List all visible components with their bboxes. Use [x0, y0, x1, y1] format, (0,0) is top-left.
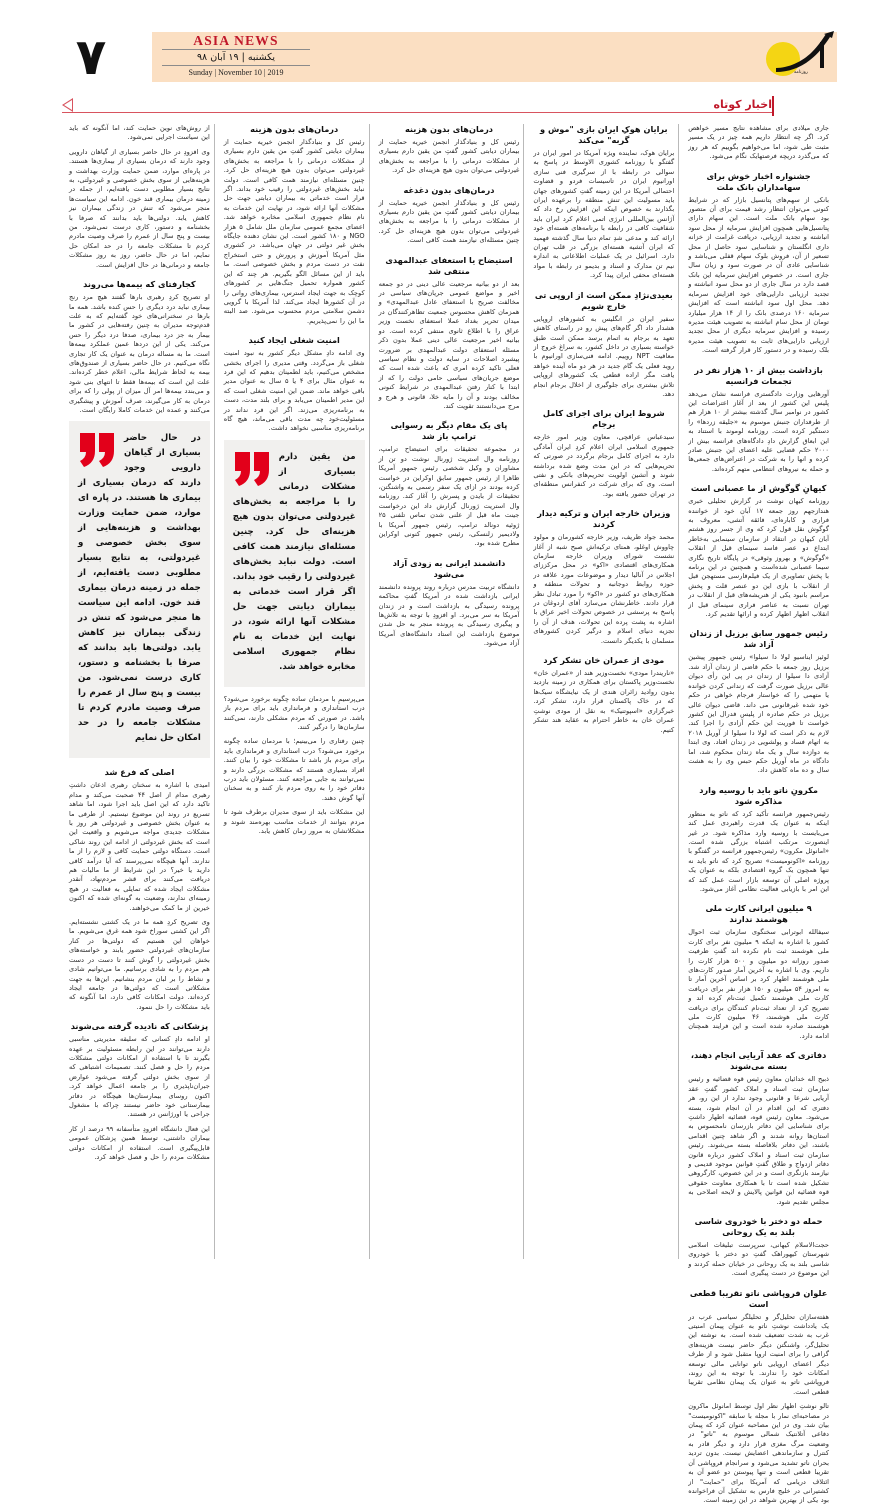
article-headline[interactable]: بازداشت بیش از ۱۰ هزار نفر در تجمعات فرانسیه	[694, 364, 823, 386]
pullquote-text: من یقین دارم بسیاری از مشکلات درمانی را با مراجعه به بخش‌های غیردولتی می‌توان بدون هیچ هزینه‌ای حل کرد. چنین مسئله‌ای نیازمند همت کافی است. دولت نباید بخش‌های غیردولتی را رقیب خود بداند. اگر قرار است خدماتی به بیماران دیابتی جهت حل مشکلات آنها ارائه شود، در نهایت این خدمات به نام نظام جمهوری اسلامی مخابره خواهد شد.	[232, 451, 356, 672]
article-paragraph: چنین رفتاری را می‌بینیم؛ با مردمان ساده چگونه برخورد می‌شود؟ درب استانداری و فرمانداری باید برای مردم باز باشد تا مشکلات خود را بیان کنند. افراد بسیاری هستند که مشکلات بزرگی دارند و نمی‌توانند به جایی مراجعه کنند. مسئولان باید درب دفاتر خود را به روی مردم باز کنند و به سخنان آنها گوش دهند.	[223, 737, 365, 802]
article-paragraph: سفیر ایران در انگلیس به کشورهای اروپایی هشدار داد اگر گام‌های پیش رو در راستای کاهش تعهد به برجام به اتمام برسد ممکن است طبق خواسته بسیاری در داخل کشور، به سراغ خروج از معافیت NPT روییم. ادامه فنی‌سازی اورانیوم با روید فعلی یک گام جدید در هر دو ماه آینده خواهد یافت مگر اراده قطعی یک کشورهای اروپایی تلاش بیشتری برای جلوگیری از اخلال برجام انجام دهد.	[533, 314, 675, 398]
article-paragraph: برایان هوک، نماینده ویژه آمریکا در امور ایران در گفتگو با روزنامه کشوری الاوسط در پاسخ به سوالی در رابطه با از سرگیری فنی سازی اورانیوم ایران در تاسیسات فردو و قضاوت احتمالی آمریکا در این زمینه گفتِ کشورهای جهان باید مسولیت این تنش منطقه را برعهده ایران بگذارند به خصوص اینکه این افزایش رخ داد که آژانس بین‌المللی انرژی اتمی اعلام کرد ایران باید شفافیت کافی در رابطه با برنامه‌های هسته‌ای خود ارائه کند و مدعی شدِ تمام دنیا سال گذشته فهمید که ایران آتشیه هسته‌ای بزرگی در قلب تهران دارد. اسرائیل در یک عملیات اطلاعاتی به اندازه نیم تن مدارک و اسناد و بدیمو در رابطه با مواد هسته‌ای محفی ایران پیدا کرد.	[533, 149, 675, 280]
article-column	[62, 124, 217, 1259]
persian-date: یکشنبه | ۱۹ آبان ۹۸	[162, 50, 310, 66]
article-column	[217, 124, 372, 1259]
article-headline[interactable]: برایان هوکِ ایران بازی "موش و گربه" می‌کند	[540, 124, 668, 145]
article-headline[interactable]: وزیران خارجه ایران و ترکیه دیدار کردند	[537, 508, 671, 530]
article-headline[interactable]: حمله دو دختر با خودروی شاسی بلند به یک روحانی	[694, 1215, 823, 1237]
article-paragraph: او تصریح کردِ رهبری بارها گفتند هیچ مرد رنج بیماری نباید درد دیگری را حس کنده باشد. همه ما بارها در سخنرانی‌های خود گفته‌ایم که به علت قدم‌توجه مدیران به چنین رفته‌هایی در کشور ما بیمار به جز درد بیماری، صدفا درد دیگر را حس می‌کند. یکی از این دردها عمین عملکرد بیمه‌ها است. ما به مساله درمان به عنوان یک کار تجاری نگاه می‌کنیم. در حال حاضر بسیاری از صندوق‌های بیمه به لحاظ شرایط مالی، اعلام خطر کرده‌اند. علت این است که بیمه‌ها فقط تا انتهای بنی شود و می‌بندد بیمه‌ها امر آل میزان از پولی را که برای درمان به کار می‌گیرند، صرف آموزش و پیشگیری می‌کنند و عمده این خدمات کاملا رایگان است.	[69, 293, 210, 414]
asia-logo	[764, 28, 846, 88]
article-paragraph: هفته‌سازان تحلیل‌گر و تحلیلگر سیاسی عرب در یک یادداشت نوشتِ ناتو به عنوان پیمان امنیتی غرب به شدت تضعیف شده است. به نوشته این تحلیل‌گر، واشنگتن دیگر حاضر نیست هزینه‌های گزافی را برای امنیت اروپا متقبل شود و از طرف دیگر اعضای اروپایی ناتو توانایی مالی توسعه امکانات خود را ندارند. با توجه به این روند، فروپاشی ناتو به عنوان یک پیمان نظامی تقریبا قطعی است.	[688, 1312, 829, 1396]
logo-wordmark-icon	[764, 28, 846, 88]
article-column	[372, 124, 527, 1259]
article-paragraph: رئیس‌جمهور فرانسه تأکید کرد که ناتو به منظور اینکه به عنوان یک قدرت راهبردی عمل کند می‌بایست با روسیه وارد مذاکره شود. در غیر اینصورت مرتکب اشتباه بزرگی شده است. «امانوئل مکرون» رئیس‌جمهور فرانسه در گفتگو با روزنامه «اکونومیست» تصریح کرد که ناتو باید نه تنها همچون یک گروه اقتصادی بلکه به عنوان یک پروژه اصلی آن توسعه بازار است عمل کند که این امر با بازیابی فعالیت نظامی آغاز می‌شود.	[688, 809, 829, 893]
article-headline[interactable]: شروط ایران برای اجرای کامل برجام	[542, 408, 665, 430]
section-bar	[62, 96, 836, 118]
article-paragraph: وی ادامه دادِ مشکل دیگر کشور به نبود امنیت شغلی باز می‌گردد. وقتی مدیری را اجرای بخشی مشخص می‌کنیم، باید لطمینان بدهیم که این فرد به عنوان مثال برای ۴ یا ۵ سال به عنوان مدیر باقی خواهد ماند. ضمن این امنیت شغلی است که این مدیر اطمینان می‌یابد و برای بلند مدت، دست به برنامه‌ریزی می‌زند. اگر این فرد نداند در مسئولیت‌خود چه مدت باقی می‌ماند، هیچ گاه برنامه‌ریزی مناسبی نخواهد داشت.	[223, 349, 365, 433]
article-headline[interactable]: مودی از عمران خان تشکر کرد	[543, 655, 665, 666]
article-paragraph: رئیس کل و بنیادگذار انجمن خیریه حمایت از بیماران دیابتی کشور گفتِ من یقین دارم بسیاری از مشکلات درمانی را با مراجعه به بخش‌های غیردولتی می‌توان بدون هیچ هزینه‌ای حل کرد. چنین مسئله‌ای نیازمند همت کافی است. دولت نباید بخش‌های غیردولتی را رقیب خود بداند. اگر قرار است خدماتی به بیماران دیابتی جهت حل مشکلات آنها ارائه شود، در نهایت این خدمات به نام نظام جمهوری اسلامی مخابره خواهد شد. اعضای مجمع عمومی سازمان ملل شامل ۵ هزار NGO و ۱۸۰ کشور است. این نشان دهنده جایگاه بخش غیر دولتی در جهان می‌باشد. در کشوری مثل آمریکا آموزش و پرورش و حتی استخراج نفت در دست مردم و بخش خصوصی است. ما باید از این مسائل الگو بگیریم. هر چند که این کشور همواره تحمیل جنگ‌هایی بر کشورهای کوچک به جهت ایجاد استرس، بیماری‌های روانی را در آن کشورها ایجاد می‌کند. لذا آمریکا با گرویی دشمن سلامتی مردم محسوب می‌شود. صد البته ما این را نمی‌پذیریم.	[223, 138, 365, 325]
article-headline[interactable]: درمان‌های بدون هزینه	[250, 124, 339, 134]
article-headline[interactable]: دانشمند ایرانی به زودی آزاد می‌شود	[392, 557, 506, 579]
article-headline[interactable]: پزشکانی که نادیده گرفته می‌شوند	[70, 1021, 209, 1032]
article-paragraph: دانشگاه تربیت مدرس درباره روند پرونده دانشمند ایرانی بازداشت شده در آمریکا گفتِ محاکمه پرونده رسیدگی به بازداشت است و در زندان آمریکا به سر می‌برد. او افزودِ با توجه به تلاش‌ها و پیگیری رسیدگی به پرونده منجر به حل شدن موضوع بازداشت این استاد دانشگاه‌های آمریکا آزاد می‌شود.	[378, 582, 520, 648]
pullquote-medicinal-plants	[69, 421, 210, 758]
article-headline[interactable]: دفاتری که عقد آریایی انجام دهند، بسته می‌شوند	[690, 1050, 827, 1072]
article-headline[interactable]: رئیس جمهور سابق برزیل از زندان آزاد شد	[689, 628, 828, 650]
article-paragraph: «ناریندرا مودی» نخست‌وزیر هند از «عمران خان» نخست‌وزیر پاکستان برای همکاری در زمینه بازدید بدون روادید زائران هندی از یک نیایشگاه سیک‌ها که در خاک پاکستان قرار دارد، تشکر کرد. خبرگزاری «اسپوتنیک» به نقل از مودی نوشتِ عمران خان به خاطر احترام به عقاید هند تشکر کنیم.	[533, 669, 675, 734]
article-paragraph: تالو نوشتِ اظهار نظر اول توسط امانوئل ماکرون در مصاحبه‌ای نمار با مجله با سابقه "اکونومیست" بیان شد. وی در این مصاحبه عنوان کرد که پیمان دفاعی آتلانتیک شمالی موسوم به "ناتو" در وضعیت مرگ مغزی قرار دارد و دیگر قادر به کنترل و سازماندهی اعضایش نیست. بدون تردید بحران ناتو تشدید می‌شود و سرانجام فروپاشی آن تقریبا قطعی است و تنها پیوستن دو عضو آن به ائتلاف دریامی که آمریکا برای "حمایت" از کشتیرانی در خلیج فارس به تشکیل آن فراخوانده بود یکی از بهترین شواهد در این زمینه است.	[688, 1402, 829, 1505]
english-date: Sunday | November 10 | 2019	[188, 68, 284, 77]
article-paragraph: او ادامه دادِ کسانی که سلیقه مدیریتی مناسبی دارند می‌توانند در این رابطه مسئولیت بر عهده بگیرند تا با استفاده از امکانات دولتی مشکلات مردم را حل و فصل کنند. تصمیمات اشتباهی که از سوی بخش دولتی گرفته می‌شود عوارض جبران‌ناپذیری را بر جامعه اعمال خواهد کرد. اکنون روسای بیمارستان‌ها هیچگاه در دفاتر بیمارستانی خود حاضر نیستند چراکه با مشغول جراحی یا اورژانس در هستند.	[69, 1035, 210, 1119]
article-headline[interactable]: استیضاح یا استعفای عبدالمهدی منتفی شد	[385, 254, 513, 276]
article-paragraph: لوئیز ایناسیو لولا دا سیلوا» رئیس جمهور پیشین برزیل روز جمعه با حکم قاضی از زندان آزاد شد. آزادی دا سیلوا از زندان در پی این رأی دیوان عالی برزیل صورت گرفت که زندانی کردن خوانده یا متهمی را که خواستار فرجام خواهی در حکم خود شده غیرقانونی می داند. قاضی دیوان عالی برزیل در حکم صادره از پلیس فدرال این کشور خواست تا فوریت این حکم آزادی را اجرا کند. لازم به ذکر است که لولا دا سیلوا از آوریل ۲۰۱۸ به اتهام فساد و پولشویی در زندان افتاد. وی ابتدا به دوازده سال و یک ماه زندان محکوم شد، اما دادگاه در ماه آوریل حکم حبس وی را به هشت سال و ده ماه کاهش داد.	[688, 653, 829, 775]
article-paragraph: ذبیح اله خدائیان معاون رئیس قوه قضائیه و رئیس سازمان ثبت اسناد و املاک کشور گفتِ عقد آریایی شرعا و قانونی وجود ندارد از این رو، هر دفتری که این اقدام در آن انجام شود، بسته می‌شود. معاون رئیس قوه، قضائیه اظهار داشتِ برای شناسایی این دفاتر بازرسان نامحسوس به استان‌ها روانه شدند و اگر شاهد چنین اقدامی باشند، این دفاتر بلافاصله بسته می‌شوند. رئیس سازمان ثبت اسناد و املاک کشور درباره قانون دفاتر ازدواج و طلاق گفتِ قوانین موجود قدیمی و نیازمند بازنگری است و در این خصوص، کارگروهی تشکیل شده است تا با همکاری معاونت حقوقی قوه قضائیه این قوانین پالایش و لایحه اصلاحی به مجلس تقدیم شود.	[688, 1075, 829, 1206]
masthead-identity	[162, 32, 310, 82]
article-headline[interactable]: کجارفتای که بیمه‌ها می‌روند	[83, 279, 196, 290]
article-paragraph: در مجموعه تحقیقات برای استیضاح ترامپ، روزنامه وال استریت ژورنال نوشت دو تن از مشاوران و وکیل شخصی رئیس جمهور آمریکا ظاهرا از رئیس جمهور سابق اوکراین در خواست کرده بودند در ازای یک سفر رسمی به واشنگتن، تحقیقات از بایدن و پسرش را آغاز کند. روزنامه وال استریت ژورنال گزارش داد این درخواست جينت ماه قبل از علنی شدن تماس تلفنی ۲۵ ژوئیه دونالد ترامپ، رئیس جمهور آمریکا با ولادیمیر زلنسکی، رئیس جمهور کنونی اوکراین مطرح شده بود.	[378, 445, 520, 548]
article-paragraph: بعد از دو بیانیه مرجعیت عالی دینی در دو جمعه اخیر و مواضع عمومی جریان‌های سیاسی در مخالفت صریح با استعفای عادل عبدالمهدی» و همزمان کاهش محسوس جمعیت تظاهرکنندگان در میدان تحریر بغداد عملا استعفای نخست وزیر عراق را با اطلاع ثانوی منتفی کرده است. دو بیانیه اخیر مرجعیت عالی دینی عملا بدون ذکر مسئله استعفای دولت عبدالمهدی بر ضرورت پیشبرد اصلاحات در سایه دولت و نظام سیاسی فعلی تاکید کرده امری که باعث شده است که موضع جریان‌های سیاسی حامی دولت را که از ابتدا با کنار رفتن عبدالمهدی در شرایط کنونی مخالف بودند و آن را مایه خلا، قانونی و هرج و مرج می‌دانستند تقویت کند.	[378, 279, 520, 410]
triangle-marker-inner-icon	[64, 100, 72, 110]
article-paragraph: از روش‌های نوین حمایت کند، اما آنگونه که باید این سیاست اجرایی نمی‌شود.	[69, 124, 210, 142]
article-headline[interactable]: کیهانِ گوگوش از ما عصبانی است	[690, 483, 827, 494]
article-headline[interactable]: درمان‌های بدون هزینه	[404, 124, 494, 134]
article-column	[681, 124, 836, 1505]
article-headline[interactable]: جشنواره اخبار خوش برای سهامداران بانک ملت	[706, 170, 811, 192]
article-headline[interactable]: اصلی که فرع شد	[104, 767, 175, 778]
brand-name: ASIA NEWS	[162, 33, 310, 50]
article-headline[interactable]: پای یک مقام دیگر به رسوایی ترامپ باز شد	[390, 420, 508, 442]
article-paragraph: این فعال دانشگاه افزودِ متأسفانه ۹۹ درصد از کار بیماران داشتنی، توسط همین پزشکان عمومی قابل‌پیگیری است. استفاده از امکانات دولتی مشکلات مردم را حل و فصل خواهد کرد.	[69, 1124, 210, 1161]
pullquote-text: در حال حاضر بسیاری از گیاهان دارویی وجود دارند که درمان بسیاری از بیماری ها هستند. در پاره ای موارد، ضمن حمایت وزارت بهداشت و هزینه‌هایی از سوی بخش خصوصی و غیردولتی، به نتایج بسیار مطلوبی دست یافته‌ایم، از جمله در زمینه درمان بیماری قند خون. ادامه این سیاست ها منجر می‌شود که تنش در زندگی بیماران نیز کاهش یابد. دولتی‌ها باید بدانند که صرفا با بخشنامه و دستور، کاری درست نمی‌شود. من بیست و پنج سال از عمرم را صرف وصیت مادرم کردم تا مشکلات جامعه را در حد امکان حل نمایم	[78, 433, 201, 744]
article-headline[interactable]: ۹ میلیون ایرانی کارت ملی هوشمند ندارند	[705, 903, 812, 925]
logo-subtitle: روزنامه	[794, 70, 808, 75]
masthead	[0, 28, 896, 90]
article-paragraph: بانکی از سهم‌های پتانسیل بازار که در شرایط کنونی می‌توان انتظار رشد قیمت برای آن متصور بود سهام بانک ملت است. این سهام دارای پتانسیل‌هایی همچون افزایش سرمایه از محل سود انباشته و تجدید ارزیابی، دریافت غرامت از خزانه داری انگلستان و شناسایی سود حاصل از محل تسعیر از آن، فروش بلوک سهام قفلی می‌باشد و شناسایی عادی آن در صورت سود و زیان سال جاری است. در خصوص افزایش سرمایه این بانک قصد دارد در سال جاری از دو محل سود انباشته و تجدید ارزیابی دارایی‌های خود افزایش سرمایه دهد. محل اول سود انباشته است که افزایش سرمایه ۱۶۰ درصدی بانک را از ۱۴ هزار میلیارد تومان از محل سام انباشته به تصویب هیئت مدیره رسیده و افزایش سرمایه دیگری از محل تجدید ارزیابی دارایی‌های ثابت به تصویب هیئت مدیره بلک رسیده و در دستور کار قرار گرفته است.	[688, 195, 829, 355]
article-paragraph: وی تصریح کردِ همه ما در یک کشتی نشسته‌ایم. اگر این کشتی سوراخ شود همه غرق می‌شویم. ما خواهان این هستیم که دولتی‌ها در کنار سازمان‌های غیردولتی حضور یابند و خواسته‌های بخش غیردولتی را گوش کنند تا دست در دست هم مردم را به شادی برسانیم. ما می‌توانیم شادی و نشاط را بر لبان مردم بنشانیم. این‌ها به جهت مشکلاتی است که دولتی‌ها در جامعه ایجاد کرده‌اند. دولت امکانات کافی دارد، اما آنگونه که باید مشکلات را حل ننمود.	[69, 918, 210, 1011]
article-headline[interactable]: علوان فروپاشی ناتو تقریبا قطعی است	[689, 1287, 828, 1309]
article-paragraph: رئیس کل و بنیادگذار انجمن خیریه حمایت از بیماران دیابتی کشور گفتِ من یقین دارم بسیاری از مشکلات درمانی را با مراجعه به بخش‌های غیردولتی می‌توان بدون هیچ هزینه‌ای حل کرد. چنین مسئله‌ای نیازمند همت کافی است.	[378, 198, 520, 245]
quote-mark-icon	[78, 431, 118, 471]
article-paragraph: حجت‌الاسلام کیهانی، سرپرست تبلیغات اسلامی شهرستان کیهوراهک گفتِ دو دختر با خودروی شاسی بلند به یک روحانی در خیابان حمله کردند و این موضوع در دست پیگیری است.	[688, 1240, 829, 1278]
article-column	[526, 124, 681, 1259]
section-title: اخبار کوتاه	[713, 98, 772, 111]
quote-mark-icon	[233, 450, 273, 490]
article-paragraph: روزنامه کیهان نوشت در گزارش تحلیلی خبری هندازجهم روز جمعه ۱۷ آبان خود از خواننده فراری و کاباره‌ای، فائقه آتشی، معروف به گوگوش نقل قول کرد که وی از جسر روز هشتم آبان کیهان در انتقاد از سازمان سینمایی به‌خاطر ابتداع دو عصر فاسد سینمای قبل از انقلاب «گوگوش» و بهروز وثوقی» در پایگاه تاریخ نگاری سیما عصبانی شده‌است و همچنین در این برنامه با پخش تصاویری از یک فیلم‌فارسی مستهجن قبل از انقلاب با بازی این دو عنصر قلت و پخش مراسم بانبود یکی از هنریشه‌های قبل از انقلاب در تهران نسبت به عناصر فراری سینمای قبل از انقلاب اظهار اظهار کرده و ارائها تقدیم کرد.	[688, 497, 829, 619]
article-paragraph: جاری میلادی برای مشاهده نتایج مسیر خواهص کرد. اگر چه انتظار داریم همه چیز در یک مسیر مثبت طی شود، اما می‌خواهیم بگوییم که هر روز که می‌گذرد دریچه فرصتهایک نگام می‌شود.	[688, 124, 829, 161]
article-columns	[62, 124, 836, 1505]
article-paragraph: سیدعباس عراقچی، معاون وزیر امور خارجه جمهوری اسلامی ایران اعلام کردِ ایران آمادگی دارد به اجرای کامل برجام برگردد در صورتی که تحریم‌هایی که در این مدت وضع شده برداشته شوند و آتشین اولویت تحریم‌های بانکی و نفتی است. وی که برای شرکت در کنفرانس منطقه‌ای در تهران حضور یافته بود.	[533, 433, 675, 498]
article-headline[interactable]: امنیت شغلی ایجاد کنید	[248, 335, 340, 346]
article-paragraph: محمد جواد ظریف، وزیر خارجه کشورمان و مولود چاووش اوغلو، همتای ترکیه‌اش صبح شبه از آغاز نشست شورای وزیران خارجه سازمان همکاری‌های اقتصادی «اکو» در محل مرکززای اجلاس در آنالیا دیدار و موضوعات مورد علاقه در حوزه روابط دوجانبه و تحولات منطقه و همکاری‌های دو کشور در «اکو» را مورد تبادل نظر قرار دادند. خاطرنشان می‌سازد آقای اردوغان در پاسخ به پرسشی در خصوص تحولات اخیر عراق با اشاره به پشت پرده این تحولات، هدف از آن را تجزیه دنیای اسلام و درگیر کردن کشورهای مسلمان با یکدیگر دانست.	[533, 533, 675, 645]
article-paragraph: وی افزودِ در حال حاضر بسیاری از گیاهان دارویی وجود دارند که درمان بسیاری از بیماری‌ها هستند. در پاره‌ای موارد، ضمن حمایت وزارت بهداشت و هزینه‌هایی از سوی بخش خصوصی و غیردولتی، به نتایج بسیار مطلوبی دست یافته‌ایم، از جمله در زمینه درمان بیماری قند خون. ادامه این سیاست‌ها منجر می‌شود که تنش در زندگی بیماران نیز کاهش یابد. دولتی‌ها باید بدانند که صرفا با بخشنامه و دستور، کاری درست نمی‌شود. من بیست و پنج سال از عمرم را صرف وصیت مادرم کردم تا مشکلات جامعه را در حد امکان حل نمایم، اما در حال حاضر، روز به روز مشکلات جامعه و درمانی‌ها در حال افزایش است.	[69, 147, 210, 269]
article-paragraph: می‌پرسیمِ با مردمان ساده چگونه برخورد می‌شود؟ درب استانداری و فرمانداری باید برای مردم باز باشد. در صورتی که مردم مشکلی دارند، نمی‌کنند سازمان‌ها را درگیر کنند.	[223, 694, 365, 731]
article-paragraph: امیدی با اشاره به سخنان رهبری اذعان داشتِ رهبری مدام از اصل ۴۴ صحبت می‌کند و مدام تاکید دارد که این اصل باید اجرا شود، اما شاهد تسریع در روند این موضوع نیستیم. از طرفی ما به عنوان بخش خصوصی و غیردولتی هر روز با مشکلات جدیدی مواجه می‌شویم و واقعیت این است که بخش غیردولتی از ادامه این روند شاکی است. دستگاه دولتی حمایت کافی و لازم را از ما ندارند. آنها هیچگاه نمی‌پرسند که آیا درآمد کافی دارید یا خیر؟ در این شرایط از ما مالیات هم دریافت می‌کنند برای قشر مردم‌نهاد، آنقدر مشکلات ایجاد شده که تمایلی به فعالیت در هیچ زمینه‌ای ندارند، وضعیت به گونه‌ای شده که اکنون خیرین از ما کمک می‌خواهند.	[69, 781, 210, 912]
article-paragraph: این مشکلات باید از سوی مدیران برطرف شود تا مردم بتوانند از خدمات مناسب بهره‌مند شوند و مشکلاتشان به مرور زمان کاهش یابد.	[223, 808, 365, 836]
article-headline[interactable]: مکرونِ ناتو باید با روسیه وارد مذاکره شود	[699, 784, 818, 806]
section-tick	[772, 96, 774, 116]
article-paragraph: رئیس کل و بنیادگذار انجمن خیریه حمایت از بیماران دیابتی کشور گفتِ من یقین دارم بسیاری از مشکلات درمانی را با مراجعه به بخش‌های غیردولتی می‌توان بدون هیچ هزینه‌ای حل کرد.	[378, 138, 520, 175]
article-paragraph: سیفالله ابوترابی سخنگوی سازمان ثبت احوال کشور با اشاره به اینکه ۹ میلیون نفر برای کارت ملی هوشمند ثبت نام نکرده اند گفتِ ظرفیت صدور روزانه دو میلیون و ۵۰۰ هزار کارت را داریم. وی با اشاره به آخرین آمار صدور کارت‌های ملی هوشمند اظهار کرد بر اساس آخرین آمار تا به امروز ۵۴ میلیون و ۱۵۰ هزار نفر برای دریافت کارت ملی هوشمند تکمیل ثبت‌نام کرده اند و تصریح کرد از تعداد ثبت‌نام کنندگان برای دریافت کارت ملی هوشمند، ۴۶ میلیون کارت ملی هوشمند صادره شده است و این فرایند همچنان ادامه دارد.	[688, 928, 829, 1040]
pullquote-nonprofit-sector	[224, 440, 365, 687]
section-rule	[62, 112, 774, 113]
article-headline[interactable]: درمان‌های بدون دغدغه	[403, 184, 495, 195]
article-headline[interactable]: بعیدی‌نژادِ ممکن است از اروپی تی خارج شویم	[534, 289, 673, 311]
page-number: ۷	[75, 28, 107, 86]
article-paragraph: آورهایی وزارت دادگستری فرانسه نشان می‌دهد پلیس این کشور از بعد از آغاز اعتراضات این کشور در نوامبر سال گذشته بیشتر از ۱۰ هزار هم از طرفداران جنبش موسوم به «جلیقه زردها» را دستگیر کرده است. روزنامه لوموند با استناد به این ابعاق گزارش دادِ دادگاه‌های فرانسه بیش از ۲۰۰۰ حکم قضایی علیه اعضای این جنبش صادر کرده و انها را به شرکت در اعتراض‌های جمعی‌ها و حمله به نیروهای انتظامی متهم کرده‌اند.	[688, 389, 829, 473]
